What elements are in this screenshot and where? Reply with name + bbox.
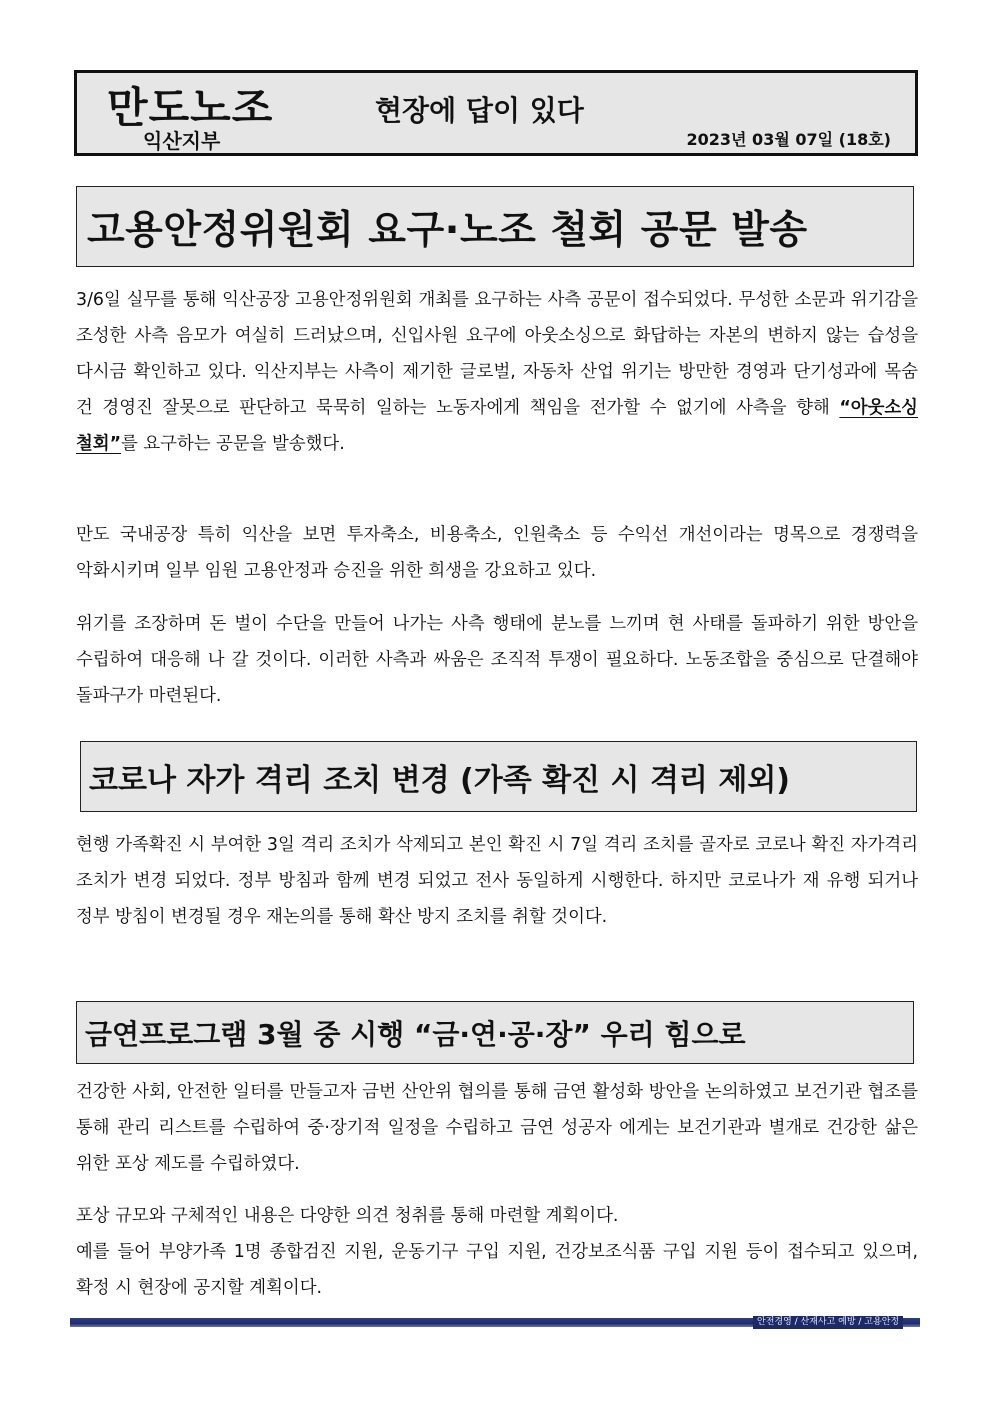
- issue-date: 2023년 03월 07일 (18호): [686, 130, 891, 149]
- paragraph-employment-3: 위기를 조장하며 돈 벌이 수단을 만들어 나가는 사측 행태에 분노를 느끼며 현 사태를 돌파하기 위한 방안을 수립하여 대응해 나 갈 것이다. 이러한 사측과 싸움은 조직적 투쟁이 필요하다. 노동조합을 중심으로 단결해야 돌파구가 마련된다.: [76, 614, 918, 706]
- section-title-employment: 고용안정위원회 요구·노조 철회 공문 발송: [76, 186, 914, 267]
- paragraph-employment-1: [76, 282, 918, 462]
- paragraph-text: 를 요구하는 공문을 발송했다.: [121, 434, 345, 454]
- emphasis-outsourcing: “아웃소싱 철회”: [76, 398, 918, 454]
- union-name: 만도노조: [107, 83, 274, 132]
- section-title-covid: 코로나 자가 격리 조치 변경 (가족 확진 시 격리 제외): [80, 741, 917, 812]
- section-title-nosmoking: 금연프로그램 3월 중 시행 “금·연·공·장” 우리 힘으로: [76, 1001, 914, 1064]
- paragraph-line: 예를 들어 부양가족 1명 종합검진 지원, 운동기구 구입 지원, 건강보조식품 구입 지원 등이 접수되고 있으며, 확정 시 현장에 공지할 계획이다.: [76, 1242, 918, 1298]
- paragraph-covid: 현행 가족확진 시 부여한 3일 격리 조치가 삭제되고 본인 확진 시 7일 격리 조치를 골자로 코로나 확진 자가격리 조치가 변경 되었다. 정부 방침과 함께 변경 되었고 전사 동일하게 시행한다. 하지만 코로나가 재 유행 되거나 정부 방침이 변경될 경우 재논의를 통해 확산 방지 조치를 취할 것이다.: [76, 835, 918, 927]
- paragraph-employment-2: 만도 국내공장 특히 익산을 보면 투자축소, 비용축소, 인원축소 등 수익선 개선이라는 명목으로 경쟁력을 악화시키며 일부 임원 고용안정과 승진을 위한 희생을 강요하고 있다.: [76, 525, 918, 581]
- paragraph-nosmoking-1: 건강한 사회, 안전한 일터를 만들고자 금번 산안위 협의를 통해 금연 활성화 방안을 논의하였고 보건기관 협조를 통해 관리 리스트를 수립하여 중·장기적 일정을 수립하고 금연 성공자 에게는 보건기관과 별개로 건강한 삶은 위한 포상 제도를 수립하였다.: [76, 1082, 918, 1174]
- paragraph-line: 포상 규모와 구체적인 내용은 다양한 의견 청취를 통해 마련할 계획이다.: [76, 1206, 619, 1226]
- footer-label: 안전경영 / 산재사고 예방 / 고용안정: [753, 1316, 903, 1329]
- branch-name: 익산지부: [143, 129, 221, 153]
- paragraph-text: 3/6일 실무를 통해 익산공장 고용안정위원회 개최를 요구하는 사측 공문이 접수되었다. 무성한 소문과 위기감을 조성한 사측 음모가 여실히 드러났으며, 신입사원 요구에 아웃소싱으로 화답하는 자본의 변하지 않는 습성을 다시금 확인하고 있다. 익산지부는 사측이 제기한 글로벌, 자동차 산업 위기는 방만한 경영과 단기성과에 목숨 건 경영진 잘못으로 판단하고 묵묵히 일하는 노동자에게 책임을 전가할 수 없기에 사측을 향해: [76, 290, 918, 418]
- paragraph-nosmoking-2: [76, 1198, 918, 1306]
- slogan: 현장에 답이 있다: [375, 94, 584, 127]
- newsletter-header: [74, 70, 918, 156]
